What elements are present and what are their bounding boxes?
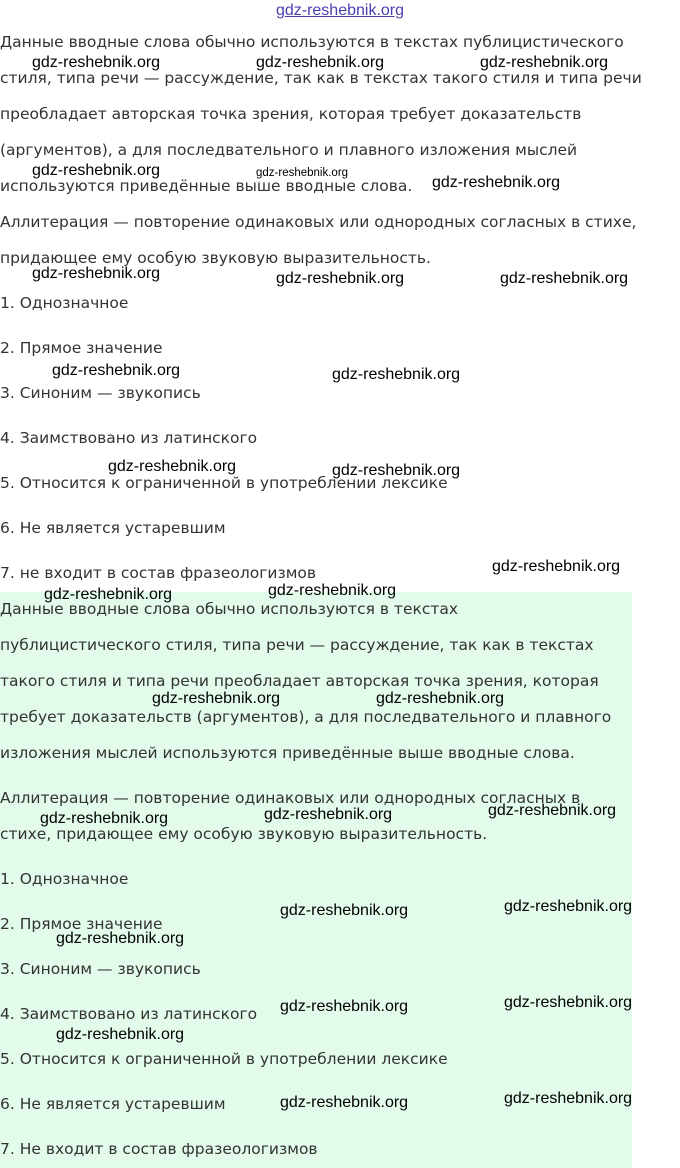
- watermark: gdz-reshebnik.org: [504, 898, 633, 915]
- watermark: gdz-reshebnik.org: [256, 167, 349, 179]
- answer2-list-item-3: 3. Синоним — звукопись: [0, 960, 201, 978]
- watermark: gdz-reshebnik.org: [32, 265, 161, 282]
- watermark: gdz-reshebnik.org: [44, 586, 173, 603]
- answer2-p2-line-1: Аллитерация — повторение одинаковых или однородных согласных в: [0, 789, 581, 807]
- answer1-p1-line-3: преобладает авторская точка зрения, которая требует доказательств: [0, 105, 582, 123]
- watermark: gdz-reshebnik.org: [280, 902, 409, 919]
- answer1-list-item-4: 4. Заимствовано из латинского: [0, 429, 258, 447]
- watermark: gdz-reshebnik.org: [500, 270, 629, 287]
- watermark: gdz-reshebnik.org: [480, 54, 609, 71]
- watermark: gdz-reshebnik.org: [332, 366, 461, 383]
- answer2-list-item-6: 6. Не является устаревшим: [0, 1095, 226, 1113]
- answer1-list-item-6: 6. Не является устаревшим: [0, 519, 226, 537]
- answer2-list-item-1: 1. Однозначное: [0, 870, 129, 888]
- answer2-p1-line-3: такого стиля и типа речи преобладает авторская точка зрения, которая: [0, 672, 599, 690]
- answer2-list-item-7: 7. Не входит в состав фразеологизмов: [0, 1140, 318, 1158]
- answer1-list-item-5: 5. Относится к ограниченной в употреблении лексике: [0, 474, 448, 492]
- answer1-p2-line-1: Аллитерация — повторение одинаковых или однородных согласных в стихе,: [0, 213, 637, 231]
- watermark: gdz-reshebnik.org: [256, 54, 385, 71]
- watermark: gdz-reshebnik.org: [488, 802, 617, 819]
- watermark: gdz-reshebnik.org: [376, 690, 505, 707]
- watermark: gdz-reshebnik.org: [152, 690, 281, 707]
- answer1-list-item-7: 7. не входит в состав фразеологизмов: [0, 564, 317, 582]
- watermark: gdz-reshebnik.org: [492, 558, 621, 575]
- answer2-p1-line-4: требует доказательств (аргументов), а для последвательного и плавного: [0, 708, 612, 726]
- answer2-list-item-2: 2. Прямое значение: [0, 915, 163, 933]
- answer1-list-item-2: 2. Прямое значение: [0, 339, 163, 357]
- watermark: gdz-reshebnik.org: [108, 458, 237, 475]
- answer1-list-item-3: 3. Синоним — звукопись: [0, 384, 201, 402]
- answer2-p1-line-5: изложения мыслей используются приведённые выше вводные слова.: [0, 744, 575, 762]
- watermark: gdz-reshebnik.org: [280, 1094, 409, 1111]
- answer1-list-item-1: 1. Однозначное: [0, 294, 129, 312]
- watermark: gdz-reshebnik.org: [40, 810, 169, 827]
- answer1-p1-line-1: Данные вводные слова обычно используются в текстах публицистического: [0, 33, 624, 51]
- watermark: gdz-reshebnik.org: [280, 998, 409, 1015]
- watermark: gdz-reshebnik.org: [56, 930, 185, 947]
- answer2-list-item-5: 5. Относится к ограниченной в употреблении лексике: [0, 1050, 448, 1068]
- answer2-p1-line-1: Данные вводные слова обычно используются в текстах: [0, 600, 459, 618]
- watermark: gdz-reshebnik.org: [276, 270, 405, 287]
- watermark: gdz-reshebnik.org: [52, 362, 181, 379]
- watermark: gdz-reshebnik.org: [504, 1090, 633, 1107]
- site-header-link[interactable]: gdz-reshebnik.org: [275, 2, 405, 19]
- answer1-p1-line-4: (аргументов), а для последвательного и плавного изложения мыслей: [0, 141, 578, 159]
- watermark: gdz-reshebnik.org: [56, 1026, 185, 1043]
- answer1-p1-line-5: используются приведённые выше вводные слова.: [0, 177, 413, 195]
- answer1-p2-line-2: придающее ему особую звуковую выразительность.: [0, 249, 431, 267]
- watermark: gdz-reshebnik.org: [32, 162, 161, 179]
- answer2-p1-line-2: публицистического стиля, типа речи — рассуждение, так как в текстах: [0, 636, 594, 654]
- watermark: gdz-reshebnik.org: [268, 582, 397, 599]
- watermark: gdz-reshebnik.org: [264, 806, 393, 823]
- watermark: gdz-reshebnik.org: [504, 994, 633, 1011]
- watermark: gdz-reshebnik.org: [332, 462, 461, 479]
- answer2-list-item-4: 4. Заимствовано из латинского: [0, 1005, 258, 1023]
- watermark: gdz-reshebnik.org: [32, 54, 161, 71]
- watermark: gdz-reshebnik.org: [432, 174, 561, 191]
- answer2-p2-line-2: стихе, придающее ему особую звуковую выразительность.: [0, 825, 488, 843]
- answer1-p1-line-2: стиля, типа речи — рассуждение, так как в текстах такого стиля и типа речи: [0, 69, 642, 87]
